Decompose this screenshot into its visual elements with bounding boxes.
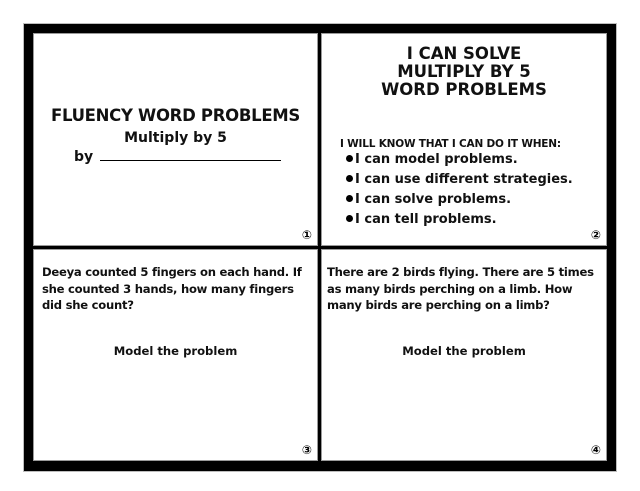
- cover-subtitle: Multiply by 5: [124, 130, 227, 146]
- problem-text: Deeya counted 5 fingers on each hand. If she counted 3 hands, how many fingers did she count?: [42, 265, 302, 312]
- worksheet-page: [24, 24, 616, 471]
- page-number-2-icon: ②: [590, 228, 601, 242]
- page-number-1-icon: ①: [301, 228, 312, 242]
- by-label: by: [74, 149, 94, 165]
- cover-title: FLUENCY WORD PROBLEMS: [50, 106, 301, 125]
- goal-title: [322, 45, 606, 99]
- bullet-icon: [346, 175, 353, 182]
- goal-title-line: MULTIPLY BY 5: [397, 62, 531, 81]
- problem-text: There are 2 birds flying. There are 5 times as many birds perching on a limb. How many birds are perching on a limb?: [327, 265, 594, 312]
- model-instruction: Model the problem: [113, 344, 238, 358]
- card-problem-fingers: [34, 250, 317, 460]
- model-instruction: Model the problem: [402, 344, 526, 358]
- criteria-list: [346, 150, 573, 230]
- page-number-4-icon: ④: [590, 443, 601, 457]
- card-learning-goal: [322, 34, 606, 245]
- bullet-icon: [346, 195, 353, 202]
- author-line: [74, 149, 281, 165]
- goal-title-line: WORD PROBLEMS: [381, 80, 547, 99]
- criteria-item: I can model problems.: [346, 150, 573, 170]
- card-problem-birds: [322, 250, 606, 460]
- card-cover: [34, 34, 317, 245]
- criteria-item: I can tell problems.: [346, 210, 573, 230]
- name-blank-field[interactable]: [100, 159, 281, 161]
- criteria-item: I can use different strategies.: [346, 170, 573, 190]
- criteria-heading: I WILL KNOW THAT I CAN DO IT WHEN:: [340, 138, 561, 150]
- goal-title-line: I CAN SOLVE: [406, 44, 522, 63]
- criteria-item: I can solve problems.: [346, 190, 573, 210]
- page-number-3-icon: ③: [301, 443, 312, 457]
- bullet-icon: [346, 155, 353, 162]
- bullet-icon: [346, 215, 353, 222]
